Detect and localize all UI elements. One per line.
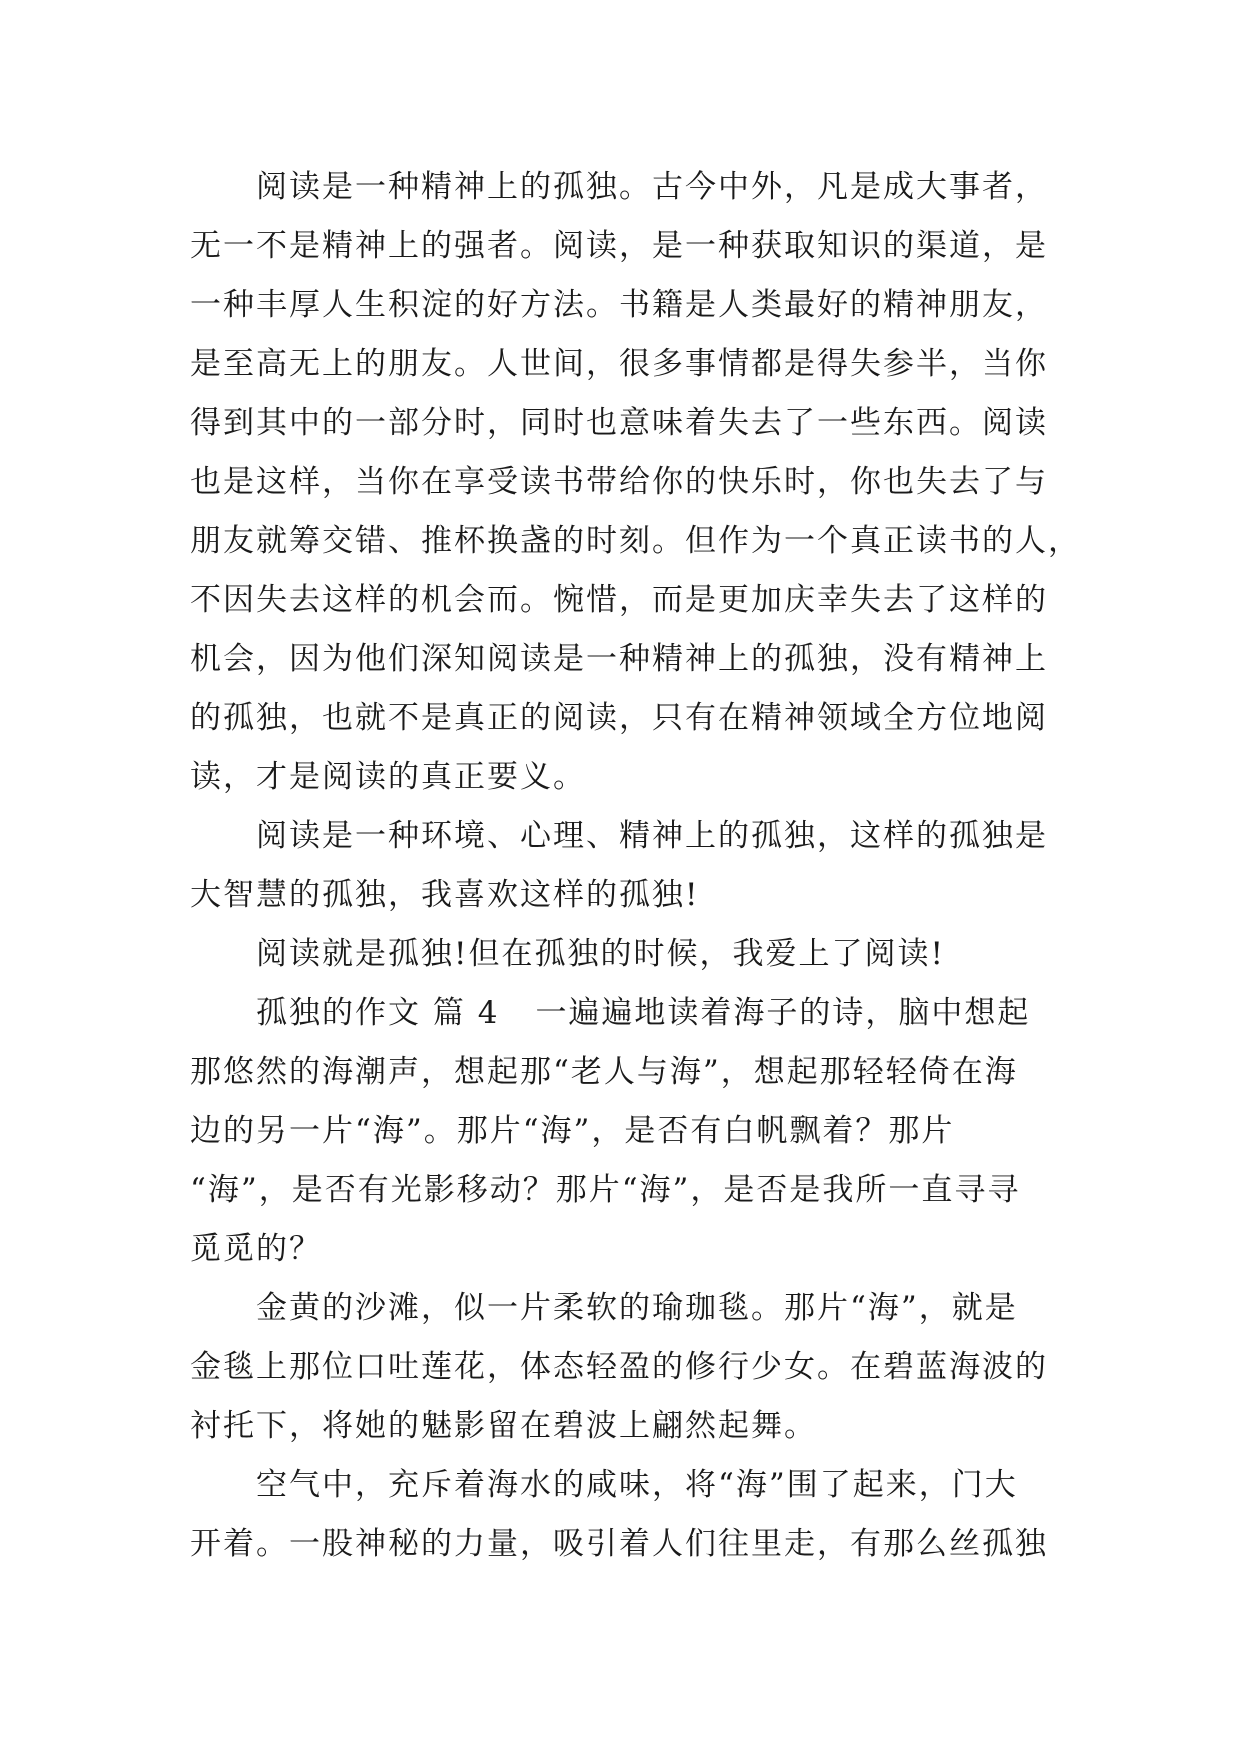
text-line: 阅读就是孤独!但在孤独的时候，我爱上了阅读! <box>256 936 945 972</box>
text-line: 也是这样，当你在享受读书带给你的快乐时，你也失去了与 <box>190 464 1048 500</box>
text-line: 觅觅的？ <box>190 1231 322 1267</box>
text-line: 开着。一股神秘的力量，吸引着人们往里走，有那么丝孤独 <box>190 1526 1048 1562</box>
text-line: 的孤独，也就不是真正的阅读，只有在精神领域全方位地阅 <box>190 700 1048 736</box>
text-line: 是至高无上的朋友。人世间，很多事情都是得失参半，当你 <box>190 346 1048 382</box>
text-line-rest: 一遍遍地读着海子的诗，脑中想起 <box>535 995 1031 1031</box>
text-line: 朋友就筹交错、推杯换盏的时刻。但作为一个真正读书的人， <box>190 523 1081 559</box>
text-line: 阅读是一种精神上的孤独。古今中外，凡是成大事者， <box>256 169 1048 205</box>
body-text <box>190 158 1081 1574</box>
text-line: “海”，是否有光影移动？那片“海”，是否是我所一直寻寻 <box>190 1172 1021 1208</box>
text-line: 一种丰厚人生积淀的好方法。书籍是人类最好的精神朋友， <box>190 287 1048 323</box>
text-line: 大智慧的孤独，我喜欢这样的孤独! <box>190 877 700 913</box>
text-line: 不因失去这样的机会而。惋惜，而是更加庆幸失去了这样的 <box>190 582 1048 618</box>
section-heading: 孤独的作文 篇 4 <box>256 995 500 1031</box>
text-line: 阅读是一种环境、心理、精神上的孤独，这样的孤独是 <box>256 818 1048 854</box>
text-line: 机会，因为他们深知阅读是一种精神上的孤独，没有精神上 <box>190 641 1048 677</box>
text-line: 读，才是阅读的真正要义。 <box>190 759 586 795</box>
text-line: 衬托下，将她的魅影留在碧波上翩然起舞。 <box>190 1408 817 1444</box>
text-line: 得到其中的一部分时，同时也意味着失去了一些东西。阅读 <box>190 405 1048 441</box>
section-heading-line <box>190 984 1070 1043</box>
text-line: 金黄的沙滩，似一片柔软的瑜珈毯。那片“海”，就是 <box>256 1290 1018 1326</box>
text-line: 无一不是精神上的强者。阅读，是一种获取知识的渠道，是 <box>190 228 1048 264</box>
text-line: 边的另一片“海”。那片“海”，是否有白帆飘着？那片 <box>190 1113 955 1149</box>
text-line: 空气中，充斥着海水的咸味，将“海”围了起来，门大 <box>256 1467 1018 1503</box>
text-line: 金毯上那位口吐莲花，体态轻盈的修行少女。在碧蓝海波的 <box>190 1349 1048 1385</box>
text-line: 那悠然的海潮声，想起那“老人与海”，想起那轻轻倚在海 <box>190 1054 1018 1090</box>
